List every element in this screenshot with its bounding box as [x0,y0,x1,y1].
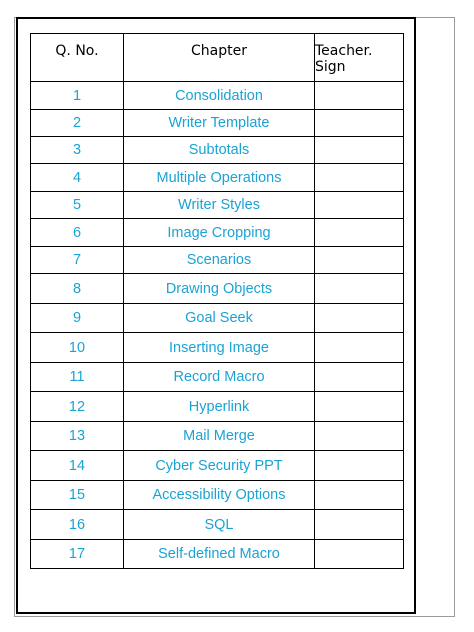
teacher-sign-cell[interactable] [315,82,404,110]
question-number-cell: 4 [31,164,124,192]
question-number-cell: 3 [31,137,124,164]
teacher-sign-cell[interactable] [315,137,404,164]
chapter-name-cell: Scenarios [124,247,315,274]
table-row [31,451,404,481]
teacher-sign-cell[interactable] [315,219,404,247]
chapter-name-cell: Hyperlink [124,392,315,422]
chapter-name-cell: Goal Seek [124,304,315,333]
teacher-sign-cell[interactable] [315,510,404,540]
chapter-name-cell: Writer Styles [124,192,315,219]
table-body [31,82,404,569]
table-row [31,164,404,192]
teacher-sign-cell[interactable] [315,422,404,451]
header-teacher-sign-line2: Sign [315,59,346,75]
teacher-sign-cell[interactable] [315,304,404,333]
table-row [31,540,404,569]
teacher-sign-cell[interactable] [315,392,404,422]
teacher-sign-cell[interactable] [315,192,404,219]
table-row [31,137,404,164]
teacher-sign-cell[interactable] [315,451,404,481]
teacher-sign-cell[interactable] [315,274,404,304]
chapter-name-cell: Mail Merge [124,422,315,451]
question-number-cell: 14 [31,451,124,481]
table-row [31,110,404,137]
question-number-cell: 16 [31,510,124,540]
header-teacher-sign-line1: Teacher. [315,43,373,59]
table-row [31,333,404,363]
chapter-name-cell: Image Cropping [124,219,315,247]
chapter-name-cell: Inserting Image [124,333,315,363]
teacher-sign-cell[interactable] [315,247,404,274]
chapter-name-cell: Cyber Security PPT [124,451,315,481]
question-number-cell: 11 [31,363,124,392]
question-number-cell: 15 [31,481,124,510]
teacher-sign-cell[interactable] [315,540,404,569]
teacher-sign-cell[interactable] [315,110,404,137]
chapter-name-cell: Record Macro [124,363,315,392]
table-row [31,247,404,274]
question-number-cell: 17 [31,540,124,569]
table-row [31,363,404,392]
question-number-cell: 7 [31,247,124,274]
teacher-sign-cell[interactable] [315,164,404,192]
question-number-cell: 12 [31,392,124,422]
chapter-name-cell: Consolidation [124,82,315,110]
table-row [31,219,404,247]
table-row [31,304,404,333]
header-teacher-sign [315,34,404,82]
question-number-cell: 2 [31,110,124,137]
question-number-cell: 6 [31,219,124,247]
chapter-name-cell: Writer Template [124,110,315,137]
chapter-name-cell: Subtotals [124,137,315,164]
table-row [31,392,404,422]
teacher-sign-cell[interactable] [315,481,404,510]
chapter-name-cell: Self-defined Macro [124,540,315,569]
teacher-sign-cell[interactable] [315,333,404,363]
header-chapter: Chapter [124,34,315,82]
question-number-cell: 1 [31,82,124,110]
chapter-name-cell: SQL [124,510,315,540]
table-row [31,422,404,451]
question-number-cell: 5 [31,192,124,219]
question-number-cell: 9 [31,304,124,333]
table-row [31,192,404,219]
chapter-name-cell: Drawing Objects [124,274,315,304]
chapter-index-table [30,33,404,569]
question-number-cell: 8 [31,274,124,304]
table-row [31,481,404,510]
question-number-cell: 10 [31,333,124,363]
table-row [31,274,404,304]
table-row [31,82,404,110]
table-row [31,510,404,540]
table-header-row [31,34,404,82]
chapter-name-cell: Multiple Operations [124,164,315,192]
chapter-name-cell: Accessibility Options [124,481,315,510]
teacher-sign-cell[interactable] [315,363,404,392]
question-number-cell: 13 [31,422,124,451]
header-question-number: Q. No. [31,34,124,82]
